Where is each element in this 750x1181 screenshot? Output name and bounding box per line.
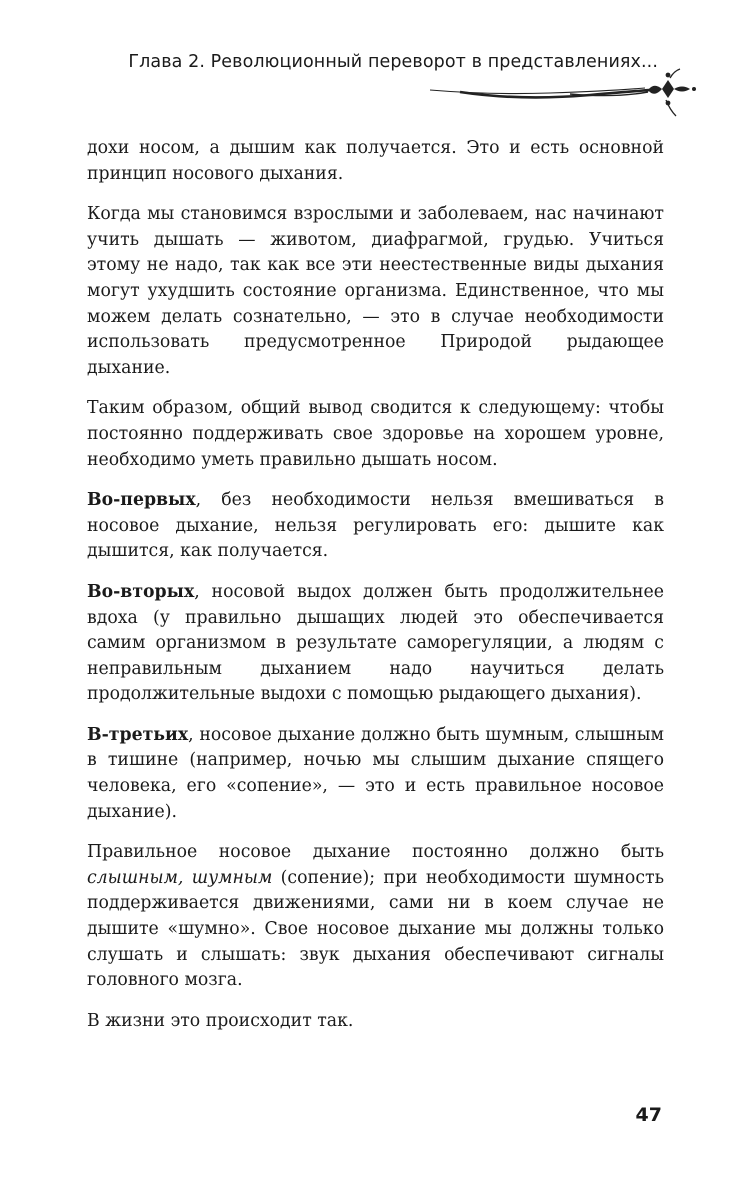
paragraph-lead-term: В-третьих [87, 724, 189, 745]
paragraph-6 [87, 723, 664, 825]
paragraph-3: Таким образом, общий вывод сводится к следующему: чтобы постоянно поддерживать свое здоровье на хорошем уровне, необходимо уметь правильно дышать носом. [87, 398, 664, 470]
ornamental-flourish-icon [430, 68, 700, 120]
page-header [0, 52, 750, 122]
paragraph-5 [87, 580, 664, 708]
paragraph-8: В жизни это происходит так. [87, 1010, 354, 1031]
paragraph-text: , носовой выдох должен быть продолжительнее вдоха (у правильно дышащих людей это обеспечивается самим организмом в результате саморегуляции, а людям с неправильным дыханием надо научиться делать продолжительные выдохи с помощью рыдающего дыхания). [87, 581, 664, 705]
paragraph-1: дохи носом, а дышим как получается. Это и есть основной принцип носового дыхания. [87, 138, 664, 184]
paragraph-text: , носовое дыхание должно быть шумным, слышным в тишине (например, ночью мы слышим дыхание спящего человека, его «сопение», — это и есть правильное носовое дыхание). [87, 724, 664, 822]
paragraph-text: (сопение); при необходимости шумность поддерживается движениями, сами ни в коем случае не дышите «шумно». Свое носовое дыхание мы должны только слушать и слышать: звук дыхания обеспечивают сигналы головного мозга. [87, 867, 664, 991]
emphasis-text: слышным, шумным [87, 867, 273, 888]
paragraph-7 [87, 840, 664, 994]
page-number: 47 [635, 1104, 662, 1126]
running-title: Глава 2. Революционный переворот в представлениях... [128, 52, 658, 72]
paragraph-2: Когда мы становимся взрослыми и заболеваем, нас начинают учить дышать — животом, диафрагмой, грудью. Учиться этому не надо, так как все эти неестественные виды дыхания могут ухудшить состояние организма. Единственное, что мы можем делать сознательно, — это в случае необходимости использовать предусмотренное Природой рыдающее дыхание. [87, 204, 664, 378]
paragraph-text: Правильное носовое дыхание постоянно должно быть [87, 842, 664, 863]
paragraph-text: , без необходимости нельзя вмешиваться в носовое дыхание, нельзя регулировать его: дышите как дышится, как получается. [87, 490, 664, 562]
paragraph-lead-term: Во-вторых [87, 581, 195, 602]
paragraph-4 [87, 488, 664, 565]
page-body [87, 136, 664, 1049]
paragraph-lead-term: Во-первых [87, 490, 196, 511]
